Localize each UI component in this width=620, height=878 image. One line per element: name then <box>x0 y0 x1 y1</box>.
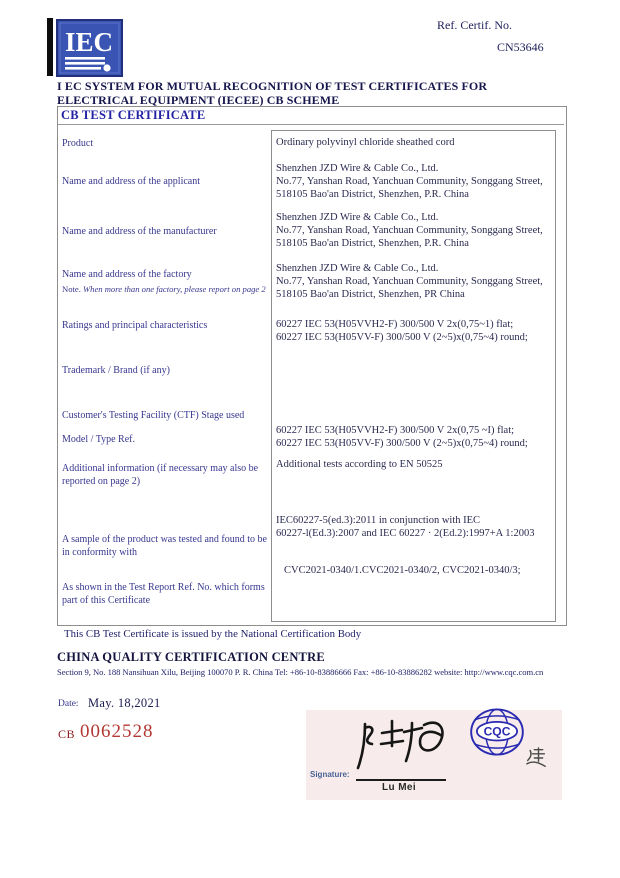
factory-note <box>62 284 266 294</box>
signature-line <box>356 779 446 781</box>
cb-number-prefix: CB <box>58 727 76 741</box>
field-value-test-report: CVC2021-0340/1.CVC2021-0340/2, CVC2021-0340/3; <box>284 565 521 576</box>
signature-label: Signature: <box>310 770 350 779</box>
field-label-test-report: As shown in the Test Report Ref. No. which forms part of this Certificate <box>62 582 265 606</box>
cb-number: 0062528 <box>80 721 154 742</box>
ref-certif-label: Ref. Certif. No. <box>437 18 512 32</box>
ref-certif-number: CN53646 <box>497 40 544 54</box>
stamp-character-icon <box>526 747 546 769</box>
certificate-value-box <box>271 130 556 622</box>
svg-text:IEC: IEC <box>65 27 114 57</box>
cqc-logo-text: CQC <box>483 724 511 739</box>
field-value-product: Ordinary polyvinyl chloride sheathed cord <box>276 137 455 148</box>
field-label-trademark: Trademark / Brand (if any) <box>62 365 170 376</box>
factory-note-prefix: Note. <box>62 284 81 294</box>
date-label: Date: <box>58 699 79 709</box>
field-value-factory: Shenzhen JZD Wire & Cable Co., Ltd. No.77, Yanshan Road, Yanchuan Community, Songgang Street, 518105 Bao'an District, Shenzhen, PR China <box>276 263 543 301</box>
issued-note: This CB Test Certificate is issued by the National Certification Body <box>64 628 362 640</box>
field-label-ctf: Customer's Testing Facility (CTF) Stage used <box>62 410 245 421</box>
date-value: May. 18,2021 <box>88 696 161 710</box>
iec-logo-icon <box>56 19 123 77</box>
field-label-additional-info: Additional information (if necessary may also be reported on page 2) <box>62 463 259 487</box>
field-label-ratings: Ratings and principal characteristics <box>62 320 208 331</box>
field-label-factory: Name and address of the factory <box>62 269 192 280</box>
issuer-name: CHINA QUALITY CERTIFICATION CENTRE <box>57 650 325 664</box>
field-value-applicant: Shenzhen JZD Wire & Cable Co., Ltd. No.77, Yanshan Road, Yanchuan Community, Songgang Street, 518105 Bao'an District, Shenzhen, P.R. China <box>276 163 543 201</box>
field-label-applicant: Name and address of the applicant <box>62 176 201 187</box>
field-value-ratings: 60227 IEC 53(H05VVH2-F) 300/500 V 2x(0,75~1) flat; 60227 IEC 53(H05VV-F) 300/500 V (2~5)x(0,75~4) round; <box>276 319 528 344</box>
field-value-manufacturer: Shenzhen JZD Wire & Cable Co., Ltd. No.77, Yanshan Road, Yanchuan Community, Songgang Street, 518105 Bao'an District, Shenzhen, P.R. China <box>276 212 543 250</box>
field-label-conformity: A sample of the product was tested and found to be in conformity with <box>62 534 267 558</box>
field-value-additional-info: Additional tests according to EN 50525 <box>276 459 443 470</box>
certificate-title: CB TEST CERTIFICATE <box>61 108 206 122</box>
iec-logo-spine <box>47 18 53 76</box>
signatory-name: Lu Mei <box>382 782 417 793</box>
title-divider <box>58 124 564 125</box>
field-label-product: Product <box>62 138 94 149</box>
scheme-title: I EC SYSTEM FOR MUTUAL RECOGNITION OF TEST CERTIFICATES FOR ELECTRICAL EQUIPMENT (IECEE) CB SCHEME <box>57 79 488 108</box>
field-label-manufacturer: Name and address of the manufacturer <box>62 226 217 237</box>
field-label-model: Model / Type Ref. <box>62 434 135 445</box>
issuer-address: Section 9, No. 188 Nansihuan Xilu, Beijing 100070 P. R. China Tel: +86-10-83886666 Fax: +86-10-83886282 website: http://www.cqc.com.cn <box>57 667 544 677</box>
field-value-conformity: IEC60227-5(ed.3):2011 in conjunction with IEC 60227-l(Ed.3):2007 and IEC 60227 · 2(Ed.2):1997+A 1:2003 <box>276 515 535 540</box>
field-value-model: 60227 IEC 53(H05VVH2-F) 300/500 V 2x(0,75 ~I) flat; 60227 IEC 53(H05VV-F) 300/500 V (2~5)x(0,75~4) round; <box>276 425 528 450</box>
handwritten-signature <box>352 716 448 778</box>
cqc-logo-icon <box>468 707 526 757</box>
factory-note-text: When more than one factory, please report on page 2 <box>80 284 266 294</box>
